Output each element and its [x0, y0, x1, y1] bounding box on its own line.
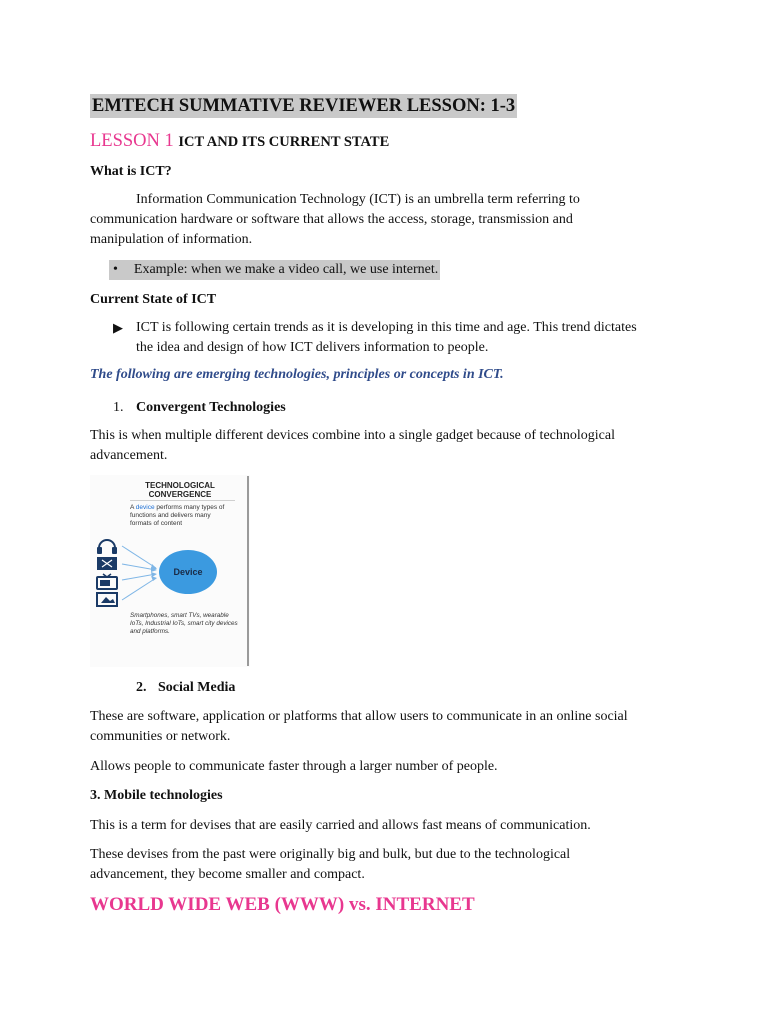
figure-title: [130, 481, 230, 499]
figure-desc-highlight: device: [135, 504, 155, 511]
emerging-tech-intro: The following are emerging technologies, principles or concepts in ICT.: [90, 367, 504, 382]
what-is-ict-line3: manipulation of information.: [90, 232, 253, 247]
figure-desc-rest: performs many types of functions and delivers many formats of content: [130, 504, 225, 527]
convergent-heading: Convergent Technologies: [136, 400, 286, 415]
headphones-icon: [97, 540, 117, 554]
what-is-ict-heading: What is ICT?: [90, 164, 172, 179]
triangle-bullet-icon: ▶: [113, 320, 123, 335]
figure-desc-prefix: A: [130, 504, 134, 511]
what-is-ict-line1: Information Communication Technology (ICT) is an umbrella term referring to: [136, 192, 580, 207]
lesson1-heading: [90, 129, 389, 154]
arrow-heads: [151, 564, 157, 581]
figure-note: Smartphones, smart TVs, wearable IoTs, Industrial IoTs, smart city devices and platforms.: [130, 612, 238, 635]
current-state-heading: Current State of ICT: [90, 292, 217, 307]
current-state-line1: ICT is following certain trends as it is developing in this time and age. This trend dictates: [136, 320, 637, 335]
device-label: Device: [173, 567, 203, 577]
example-bullet: [109, 260, 440, 280]
convergent-line1: This is when multiple different devices combine into a single gadget because of technological: [90, 428, 615, 443]
tv-icon: [97, 574, 117, 589]
social-media-heading: Social Media: [158, 680, 236, 695]
lesson1-title: ICT AND ITS CURRENT STATE: [178, 134, 390, 150]
social-media-line1: These are software, application or platforms that allow users to communicate in an online social: [90, 709, 628, 724]
mobile-heading: 3. Mobile technologies: [90, 788, 223, 803]
convergent-line2: advancement.: [90, 448, 168, 463]
document-title: EMTECH SUMMATIVE REVIEWER LESSON: 1-3: [92, 96, 516, 116]
convergence-diagram: [90, 530, 250, 610]
social-media-line3: Allows people to communicate faster through a larger number of people.: [90, 759, 498, 774]
figure-title-line2: CONVERGENCE: [148, 490, 212, 499]
example-bullet-text: Example: when we make a video call, we use internet.: [133, 262, 439, 277]
lesson1-label: LESSON 1: [90, 131, 174, 151]
convergence-arrows: [122, 546, 156, 600]
figure-description: [130, 504, 230, 528]
mobile-line1: This is a term for devises that are easily carried and allows fast means of communication.: [90, 818, 591, 833]
mobile-line3: advancement, they become smaller and compact.: [90, 867, 365, 882]
www-vs-internet-heading: WORLD WIDE WEB (WWW) vs. INTERNET: [90, 894, 475, 915]
screen-icon: [97, 557, 117, 570]
bullet-marker: •: [113, 262, 118, 277]
current-state-line2: the idea and design of how ICT delivers information to people.: [136, 340, 489, 355]
mobile-line2: These devises from the past were originally big and bulk, but due to the technological: [90, 847, 571, 862]
figure-rule: [130, 500, 235, 501]
social-media-line2: communities or network.: [90, 729, 231, 744]
social-media-number: 2.: [136, 680, 147, 695]
figure-title-line1: TECHNOLOGICAL: [145, 481, 215, 490]
what-is-ict-line2: communication hardware or software that allows the access, storage, transmission and: [90, 212, 573, 227]
convergent-number: 1.: [113, 400, 124, 415]
media-icon: [97, 593, 117, 606]
